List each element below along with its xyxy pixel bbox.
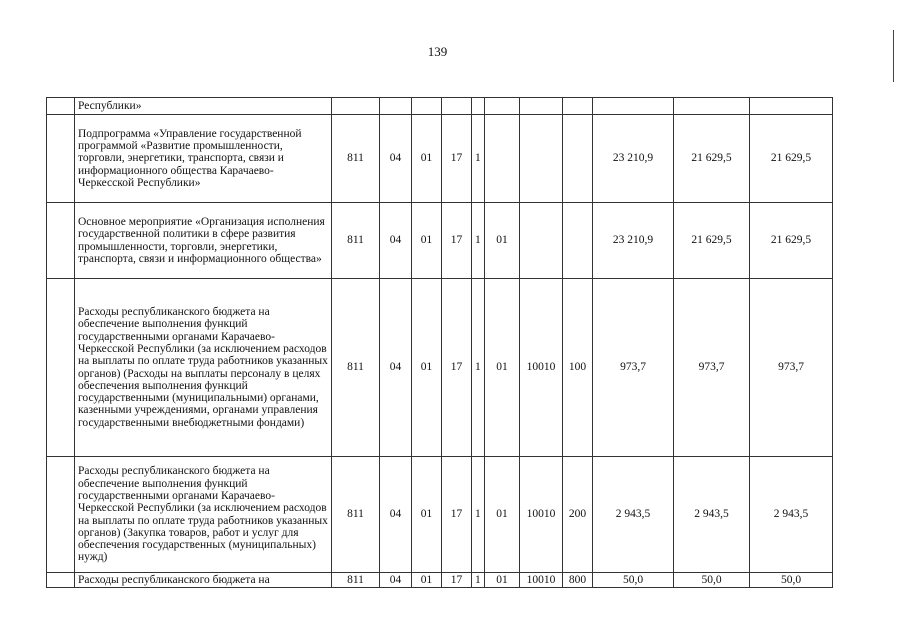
cell-amount-2: 50,0	[674, 573, 750, 588]
cell-subsection: 01	[412, 115, 442, 203]
blank-cell	[47, 457, 75, 573]
cell-program: 17	[442, 573, 472, 588]
cell-subsection: 01	[412, 573, 442, 588]
cell-expense-type	[563, 203, 593, 279]
cell-amount-3: 2 943,5	[750, 457, 833, 573]
cell-expense-type	[563, 98, 593, 115]
table-row	[47, 279, 833, 457]
cell-event	[485, 115, 520, 203]
cell-amount-3: 973,7	[750, 279, 833, 457]
cell-subprogram: 1	[472, 203, 485, 279]
blank-cell	[47, 115, 75, 203]
cell-ministry: 811	[332, 203, 380, 279]
cell-direction: 10010	[520, 279, 563, 457]
scan-edge-mark	[893, 30, 894, 82]
row-name: Основное мероприятие «Организация исполнения государственной политики в сфере развития промышленности, торговли, энергетики, транспорта, связи и информационного общества»	[75, 203, 332, 279]
cell-amount-2: 21 629,5	[674, 203, 750, 279]
cell-section: 04	[380, 457, 412, 573]
cell-amount-2: 21 629,5	[674, 115, 750, 203]
cell-amount-3: 21 629,5	[750, 115, 833, 203]
table-row	[47, 115, 833, 203]
budget-table-body	[47, 98, 833, 588]
cell-ministry: 811	[332, 573, 380, 588]
cell-subprogram: 1	[472, 573, 485, 588]
page-number: 139	[427, 44, 448, 59]
cell-section: 04	[380, 279, 412, 457]
cell-amount-3	[750, 98, 833, 115]
blank-cell	[47, 98, 75, 115]
cell-section: 04	[380, 203, 412, 279]
cell-program: 17	[442, 457, 472, 573]
cell-amount-1	[593, 98, 674, 115]
cell-direction	[520, 203, 563, 279]
cell-ministry: 811	[332, 279, 380, 457]
cell-amount-2	[674, 98, 750, 115]
budget-table	[46, 97, 833, 588]
cell-amount-1: 50,0	[593, 573, 674, 588]
cell-subsection: 01	[412, 457, 442, 573]
cell-amount-3: 21 629,5	[750, 203, 833, 279]
cell-amount-3: 50,0	[750, 573, 833, 588]
cell-direction: 10010	[520, 457, 563, 573]
blank-cell	[47, 203, 75, 279]
cell-expense-type	[563, 115, 593, 203]
cell-program	[442, 98, 472, 115]
cell-amount-2: 973,7	[674, 279, 750, 457]
table-row	[47, 203, 833, 279]
cell-section	[380, 98, 412, 115]
cell-event: 01	[485, 573, 520, 588]
cell-subprogram: 1	[472, 279, 485, 457]
cell-section: 04	[380, 115, 412, 203]
blank-cell	[47, 573, 75, 588]
row-name: Расходы республиканского бюджета на обеспечение выполнения функций государственными органами Карачаево-Черкесской Республики (за исключением расходов на выплаты по оплате труда работников указанных органов) (Расходы на выплаты персоналу в целях обеспечения выполнения функций государственными (муниципальными) органами, казенными учреждениями, органами управления государственными внебюджетными фондами)	[75, 279, 332, 457]
cell-event: 01	[485, 203, 520, 279]
row-name: Республики»	[75, 98, 332, 115]
cell-event	[485, 98, 520, 115]
row-name: Расходы республиканского бюджета на обеспечение выполнения функций государственными органами Карачаево-Черкесской Республики (за исключением расходов на выплаты по оплате труда работников указанных органов) (Закупка товаров, работ и услуг для обеспечения государственных (муниципальных) нужд)	[75, 457, 332, 573]
cell-expense-type: 800	[563, 573, 593, 588]
table-row	[47, 457, 833, 573]
cell-amount-1: 2 943,5	[593, 457, 674, 573]
table-row	[47, 573, 833, 588]
cell-amount-2: 2 943,5	[674, 457, 750, 573]
cell-program: 17	[442, 115, 472, 203]
cell-amount-1: 23 210,9	[593, 203, 674, 279]
cell-ministry: 811	[332, 115, 380, 203]
row-name: Расходы республиканского бюджета на	[75, 573, 332, 588]
cell-program: 17	[442, 203, 472, 279]
cell-ministry: 811	[332, 457, 380, 573]
cell-direction: 10010	[520, 573, 563, 588]
cell-subprogram: 1	[472, 457, 485, 573]
cell-direction	[520, 115, 563, 203]
cell-subsection: 01	[412, 203, 442, 279]
cell-subsection: 01	[412, 279, 442, 457]
cell-amount-1: 973,7	[593, 279, 674, 457]
cell-subprogram	[472, 98, 485, 115]
cell-event: 01	[485, 279, 520, 457]
cell-expense-type: 100	[563, 279, 593, 457]
cell-section: 04	[380, 573, 412, 588]
cell-amount-1: 23 210,9	[593, 115, 674, 203]
table-row	[47, 98, 833, 115]
cell-program: 17	[442, 279, 472, 457]
row-name: Подпрограмма «Управление государственной программой «Развитие промышленности, торговли, энергетики, транспорта, связи и информационного общества Карачаево-Черкесской Республики»	[75, 115, 332, 203]
cell-expense-type: 200	[563, 457, 593, 573]
blank-cell	[47, 279, 75, 457]
cell-subprogram: 1	[472, 115, 485, 203]
cell-event: 01	[485, 457, 520, 573]
cell-direction	[520, 98, 563, 115]
cell-subsection	[412, 98, 442, 115]
cell-ministry	[332, 98, 380, 115]
